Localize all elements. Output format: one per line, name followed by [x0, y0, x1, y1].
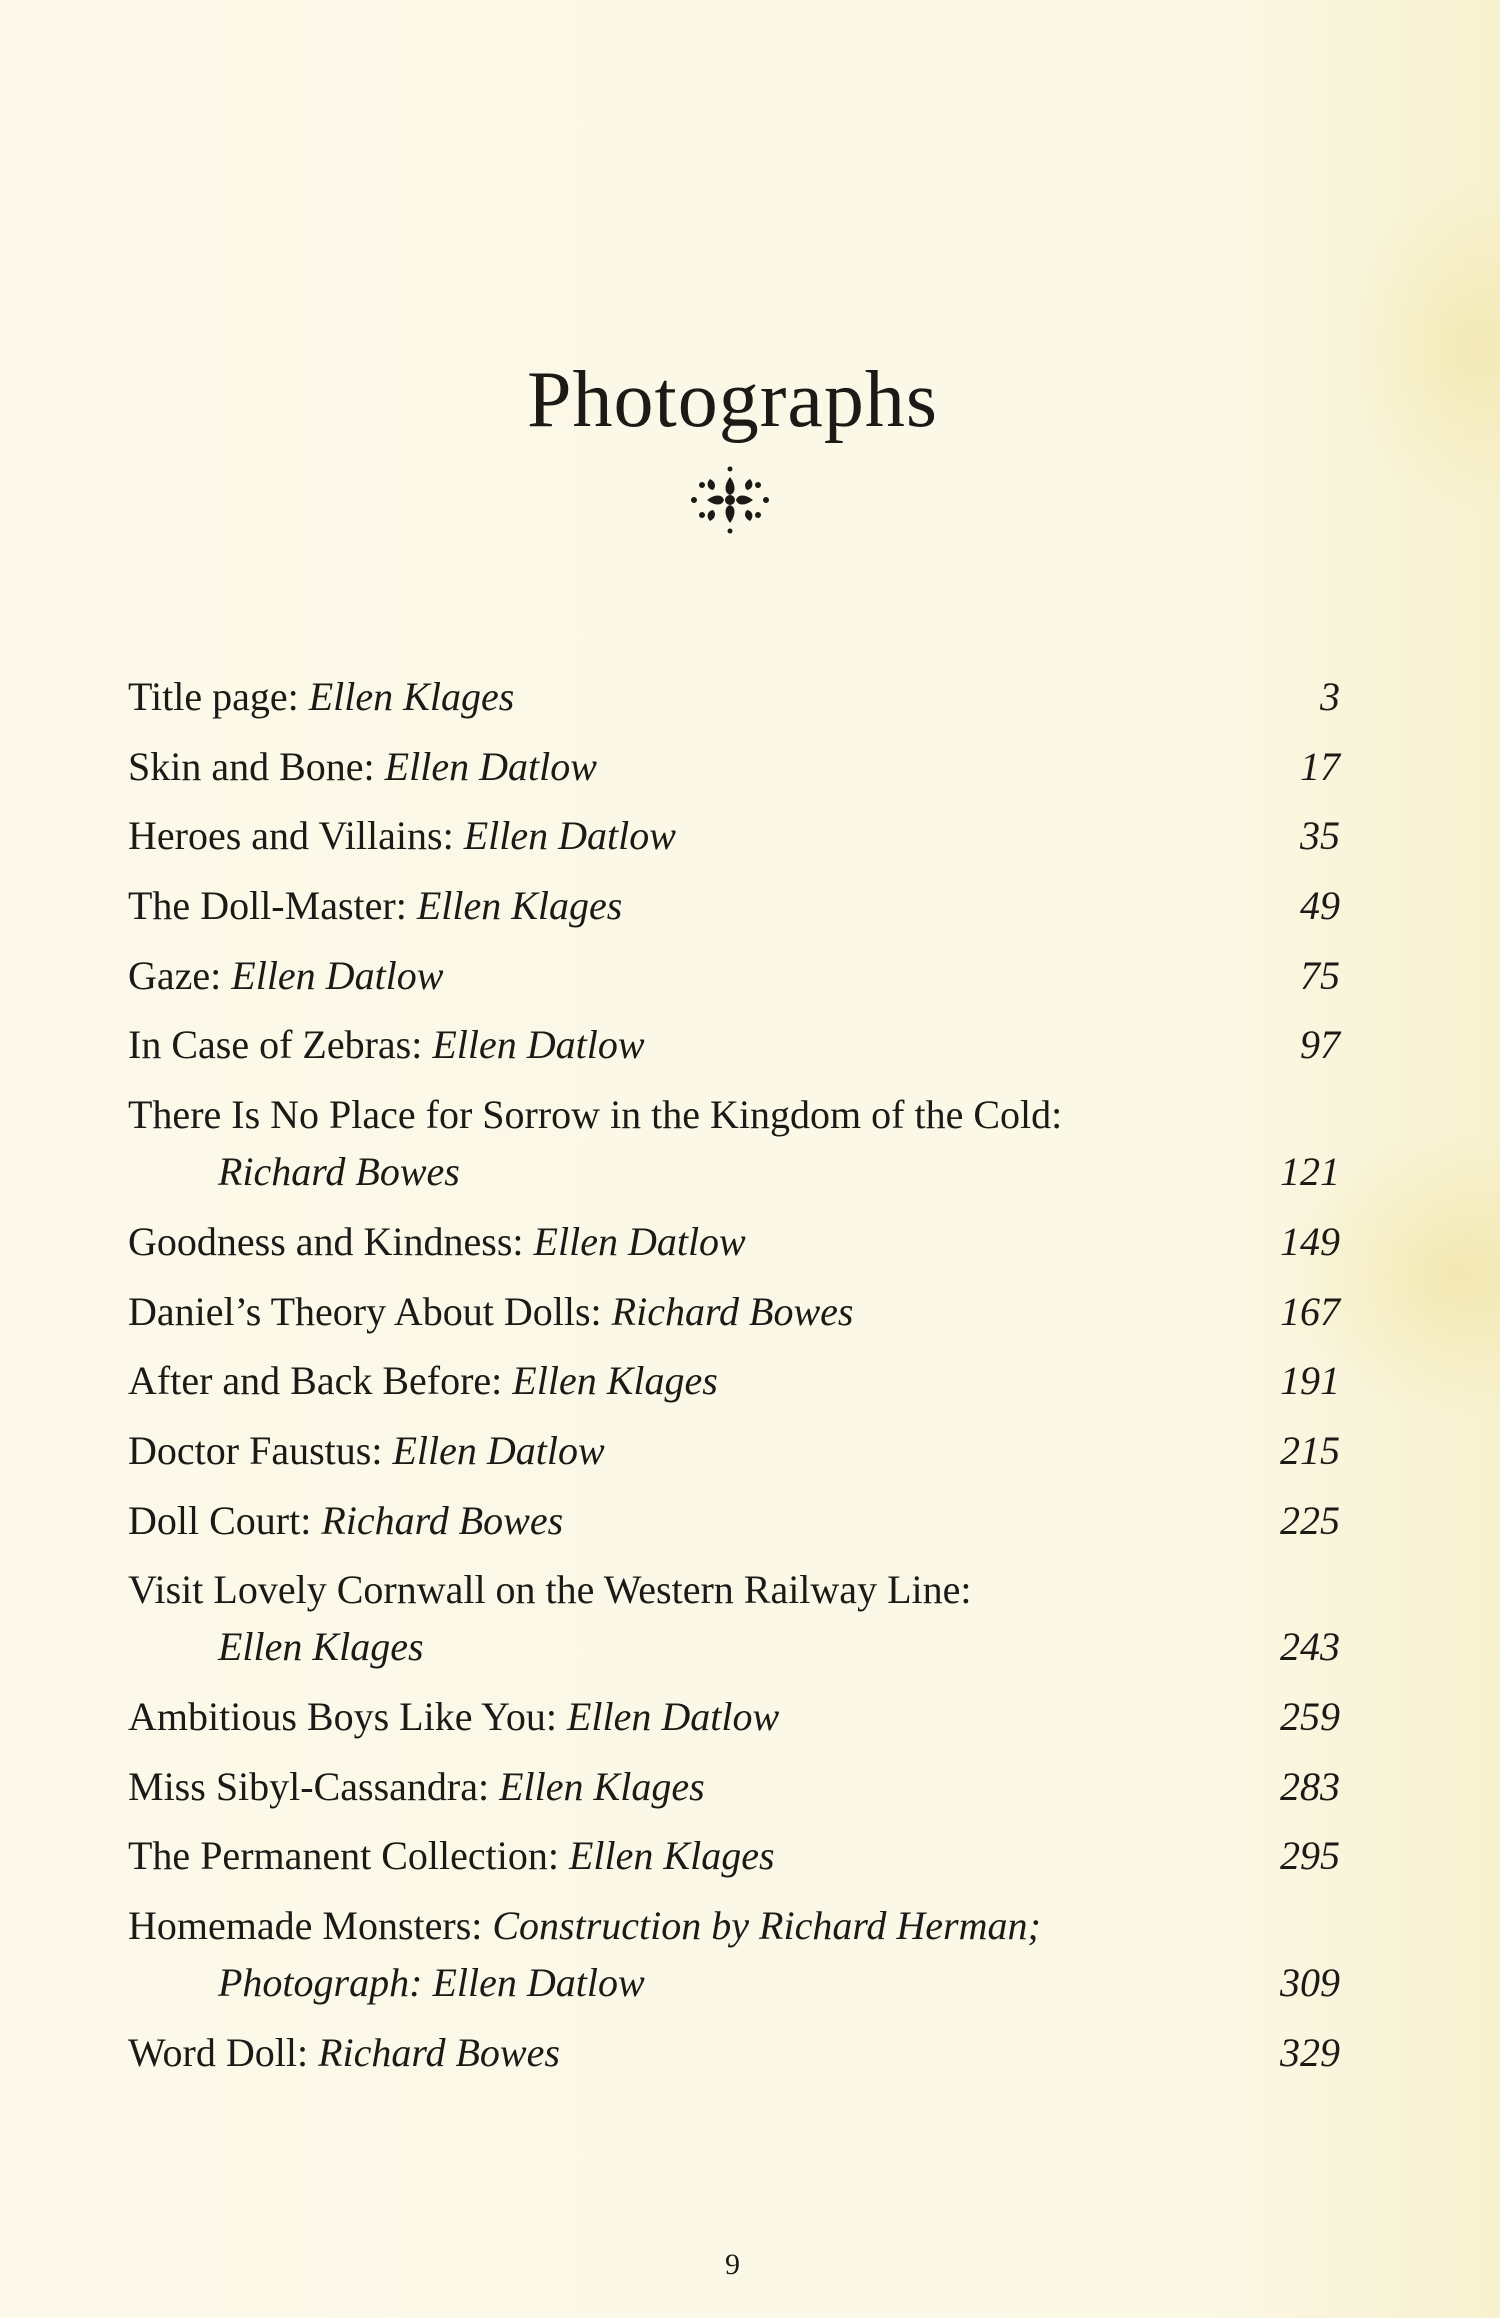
- entry-credit: Ellen Datlow: [566, 1693, 780, 1739]
- entry-title: There Is No Place for Sorrow in the Kingdom of the Cold:: [128, 1092, 1063, 1138]
- page-number: 9: [725, 2248, 740, 2281]
- entry-title: Miss Sibyl-Cassandra:: [128, 1763, 490, 1809]
- entry-page-number: 149: [1280, 1218, 1340, 1264]
- entry-title: Visit Lovely Cornwall on the Western Railway Line:: [128, 1567, 972, 1613]
- list-item: [128, 1827, 1340, 1884]
- entry-credit: Ellen Datlow: [384, 743, 597, 789]
- entry-credit: Ellen Klages: [308, 674, 515, 719]
- entry-title: Daniel’s Theory About Dolls:: [128, 1288, 602, 1334]
- floral-ornament-icon: [680, 465, 780, 535]
- entry-credit: Ellen Klages: [218, 1624, 424, 1670]
- entry-credit: Ellen Datlow: [432, 1022, 645, 1068]
- entry-title: Gaze:: [128, 952, 222, 998]
- list-item: [128, 877, 1340, 934]
- entry-title: Goodness and Kindness:: [128, 1218, 524, 1264]
- entry-title: Ambitious Boys Like You:: [128, 1693, 557, 1739]
- list-item: [128, 1352, 1340, 1409]
- entry-title: Homemade Monsters:: [128, 1903, 483, 1948]
- list-item: [128, 807, 1340, 864]
- entry-title: Title page:: [128, 674, 299, 719]
- entry-page-number: 97: [1300, 1022, 1340, 1068]
- entry-title: After and Back Before:: [128, 1358, 503, 1404]
- entry-page-number: 225: [1280, 1497, 1340, 1543]
- entry-page-number: 283: [1280, 1763, 1340, 1809]
- entry-title: The Doll-Master:: [128, 883, 407, 929]
- entry-credit: Ellen Klages: [416, 883, 623, 929]
- list-item: [128, 1422, 1340, 1479]
- list-item: [128, 1758, 1340, 1815]
- entry-page-number: 259: [1280, 1693, 1340, 1739]
- photographs-list: [128, 668, 1340, 2093]
- entry-credit: Construction by Richard Herman;: [492, 1903, 1041, 1948]
- entry-title: In Case of Zebras:: [128, 1022, 423, 1068]
- entry-credit: Ellen Klages: [512, 1358, 718, 1404]
- entry-page-number: 35: [1300, 813, 1340, 859]
- entry-title: Doctor Faustus:: [128, 1427, 383, 1473]
- entry-page-number: 75: [1300, 952, 1340, 998]
- list-item: [128, 1492, 1340, 1549]
- list-item: [128, 947, 1340, 1004]
- list-item: [128, 1283, 1340, 1340]
- entry-credit: Richard Bowes: [218, 1149, 460, 1195]
- list-item: [128, 668, 1340, 725]
- entry-credit: Richard Bowes: [318, 2029, 560, 2075]
- entry-page-number: 49: [1300, 883, 1340, 929]
- list-item: [128, 1561, 1340, 1675]
- entry-credit: Ellen Datlow: [392, 1427, 605, 1473]
- entry-title: The Permanent Collection:: [128, 1833, 559, 1879]
- entry-page-number: 295: [1280, 1833, 1340, 1879]
- entry-credit: Ellen Datlow: [463, 813, 676, 859]
- entry-credit-label: Photograph:: [218, 1960, 423, 2005]
- page-title: Photographs: [527, 356, 938, 444]
- list-item: [128, 1213, 1340, 1270]
- entry-credit-secondary: Ellen Datlow: [432, 1960, 645, 2005]
- entry-page-number: 121: [1280, 1149, 1340, 1195]
- entry-page-number: 243: [1280, 1624, 1340, 1670]
- entry-title: Doll Court:: [128, 1497, 312, 1543]
- list-item: [128, 1016, 1340, 1073]
- entry-credit: Ellen Klages: [499, 1763, 705, 1809]
- entry-page-number: 191: [1280, 1358, 1340, 1404]
- entry-page-number: 309: [1280, 1960, 1340, 2005]
- list-item: [128, 738, 1340, 795]
- entry-credit: Richard Bowes: [611, 1288, 854, 1334]
- list-item: [128, 1086, 1340, 1200]
- entry-credit: Richard Bowes: [321, 1497, 564, 1543]
- entry-page-number: 17: [1300, 743, 1340, 789]
- entry-credit: Ellen Datlow: [533, 1218, 746, 1264]
- entry-title: Word Doll:: [128, 2029, 309, 2075]
- entry-credit: Ellen Klages: [569, 1833, 775, 1879]
- entry-credit: Ellen Datlow: [231, 952, 444, 998]
- entry-page-number: 167: [1280, 1288, 1340, 1334]
- list-item: [128, 1688, 1340, 1745]
- list-item: [128, 1897, 1340, 2011]
- entry-page-number: 3: [1320, 674, 1340, 719]
- entry-page-number: 215: [1280, 1427, 1340, 1473]
- entry-title: Heroes and Villains:: [128, 813, 454, 859]
- entry-title: Skin and Bone:: [128, 743, 375, 789]
- entry-page-number: 329: [1280, 2029, 1340, 2075]
- list-item: [128, 2024, 1340, 2081]
